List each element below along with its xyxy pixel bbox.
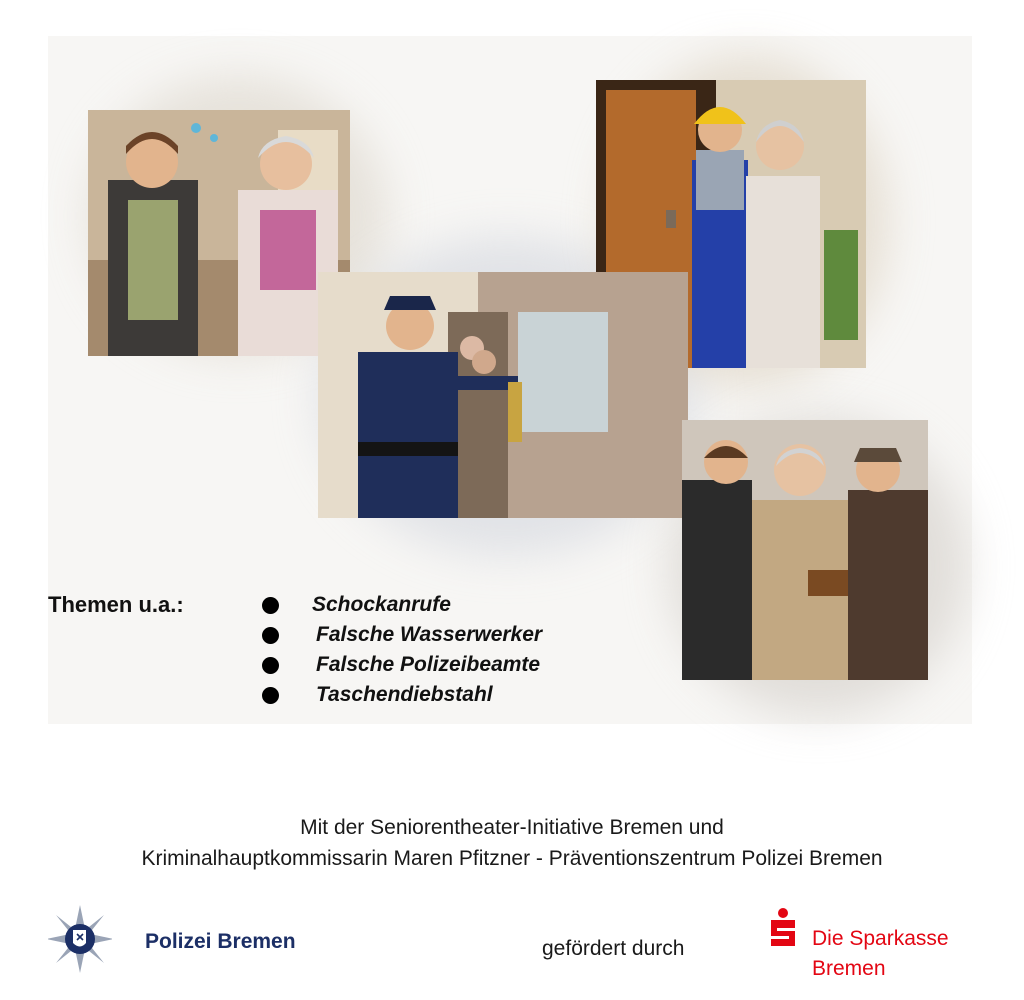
police-star-logo [48, 904, 112, 974]
bullet-icon [262, 597, 279, 614]
sparkasse-logo [768, 908, 798, 950]
police-name: Polizei Bremen [145, 930, 296, 953]
shock-call-illustration [88, 110, 350, 356]
bullet-icon [262, 687, 279, 704]
theme-label: Taschendiebstahl [316, 683, 493, 706]
sparkasse-line: Bremen [812, 957, 886, 980]
list-item [262, 620, 542, 650]
credits-text [0, 812, 1024, 874]
list-item [262, 590, 542, 620]
credits-line: Kriminalhauptkommissarin Maren Pfitzner - Präventionszentrum Polizei Bremen [141, 847, 883, 870]
themes-heading: Themen u.a.: [48, 592, 184, 617]
funded-by-text: gefördert durch [542, 937, 685, 960]
sparkasse-name [812, 924, 949, 984]
pickpocket-illustration [682, 420, 928, 680]
list-item [262, 650, 542, 680]
fake-police-illustration [318, 272, 688, 518]
list-item [262, 680, 542, 710]
theme-label: Falsche Wasserwerker [316, 623, 543, 646]
theme-label: Falsche Polizeibeamte [316, 653, 541, 676]
themes-list [262, 590, 542, 710]
bullet-icon [262, 657, 279, 674]
theme-label: Schockanrufe [312, 593, 451, 616]
bullet-icon [262, 627, 279, 644]
credits-line: Mit der Seniorentheater-Initiative Bremen und [300, 816, 724, 839]
sparkasse-line: Die Sparkasse [812, 927, 949, 950]
